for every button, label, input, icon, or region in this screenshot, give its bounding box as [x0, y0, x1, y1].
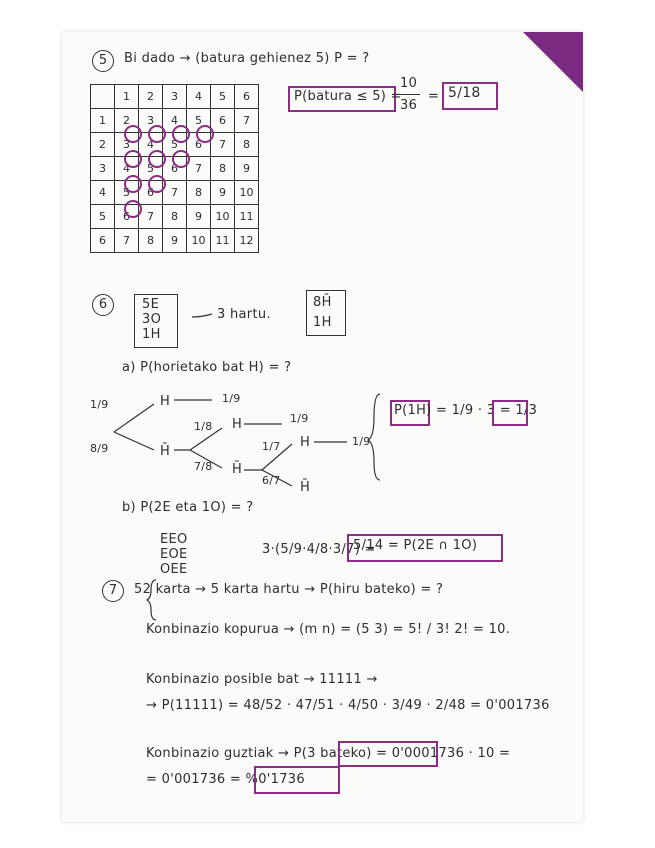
tree-label: 1/8 — [194, 420, 213, 433]
one-combination-prob: → P(11111) = 48/52 · 47/51 · 4/50 · 3/49 · 2/48 = 0'001736 — [146, 698, 550, 713]
tree-label: 1/9 — [352, 435, 371, 448]
urn-2-line-2: 1H — [313, 315, 332, 330]
tree-label: H — [160, 394, 171, 409]
p5-result: 5/18 — [448, 85, 481, 101]
p5-fraction-den: 36 — [400, 98, 418, 113]
p5-fraction-num: 10 — [400, 76, 418, 91]
tree-label: 8/9 — [90, 442, 109, 455]
tree-label: H̄ — [232, 462, 243, 477]
all-combinations: Konbinazio guztiak → P(3 bateko) = 0'0001736 · 10 = — [146, 746, 511, 761]
permutation: EEO — [160, 532, 188, 547]
tree-label: 1/9 — [222, 392, 241, 405]
p6b-result: 5/14 = P(2E ∩ 1O) — [353, 538, 478, 553]
problem-7-number: 7 — [102, 580, 124, 602]
tree-label: H̄ — [300, 480, 311, 495]
p6-part-a: a) P(horietako bat H) = ? — [122, 360, 292, 375]
problem-6-number: 6 — [92, 294, 114, 316]
p6a-result-highlight — [492, 400, 528, 426]
one-combination: Konbinazio posible bat → 11111 → — [146, 672, 378, 687]
p6-part-b: b) P(2E eta 1O) = ? — [122, 500, 254, 515]
urn-1-line-2: 3O — [142, 312, 162, 327]
p6a-answer: P(1H) = 1/9 · 3 = 1/3 — [394, 403, 538, 418]
problem-7-statement: 52 karta → 5 karta hartu → P(hiru bateko) = ? — [134, 582, 444, 597]
dice-sum-table: 1 2 3 4 5 6 1 2 3 4 5 6 7 2 3 4 5 6 7 8 3 4 5 6 7 8 9 4 5 6 7 8 9 10 5 6 7 8 9 10 11 6 7 8 9 10 11 12 — [90, 84, 259, 253]
p5-answer-lhs: P(batura ≤ 5) = — [294, 89, 402, 104]
tree-label: 1/9 — [90, 398, 109, 411]
p7-label-highlight — [338, 741, 438, 767]
urn-2-line-1: 8H̄ — [313, 295, 332, 310]
final-result: = 0'001736 = %0'1736 — [146, 772, 305, 787]
problem-5-number: 5 — [92, 50, 114, 72]
urn-1-line-3: 1H — [142, 327, 161, 342]
p6b-expr: 3·(5/9·4/8·3/7) = — [262, 542, 376, 557]
problem-5-statement: Bi dado → (batura gehienez 5) P = ? — [124, 51, 370, 66]
tree-label: H — [300, 435, 311, 450]
draw-note: 3 hartu. — [217, 307, 271, 322]
tree-label: H — [232, 417, 243, 432]
p5-equals: = — [428, 89, 440, 104]
tree-label: 1/7 — [262, 440, 281, 453]
tree-label: 7/8 — [194, 460, 213, 473]
notebook-page — [62, 32, 583, 822]
tree-label: 1/9 — [290, 412, 309, 425]
urn-1-line-1: 5E — [142, 297, 160, 312]
permutation: EOE — [160, 547, 188, 562]
p7-result-highlight — [254, 766, 340, 794]
tree-label: 6/7 — [262, 474, 281, 487]
permutation: OEE — [160, 562, 188, 577]
total-combinations: Konbinazio kopurua → (m n) = (5 3) = 5! / 3! 2! = 10. — [146, 622, 511, 637]
tree-label: H̄ — [160, 444, 171, 459]
